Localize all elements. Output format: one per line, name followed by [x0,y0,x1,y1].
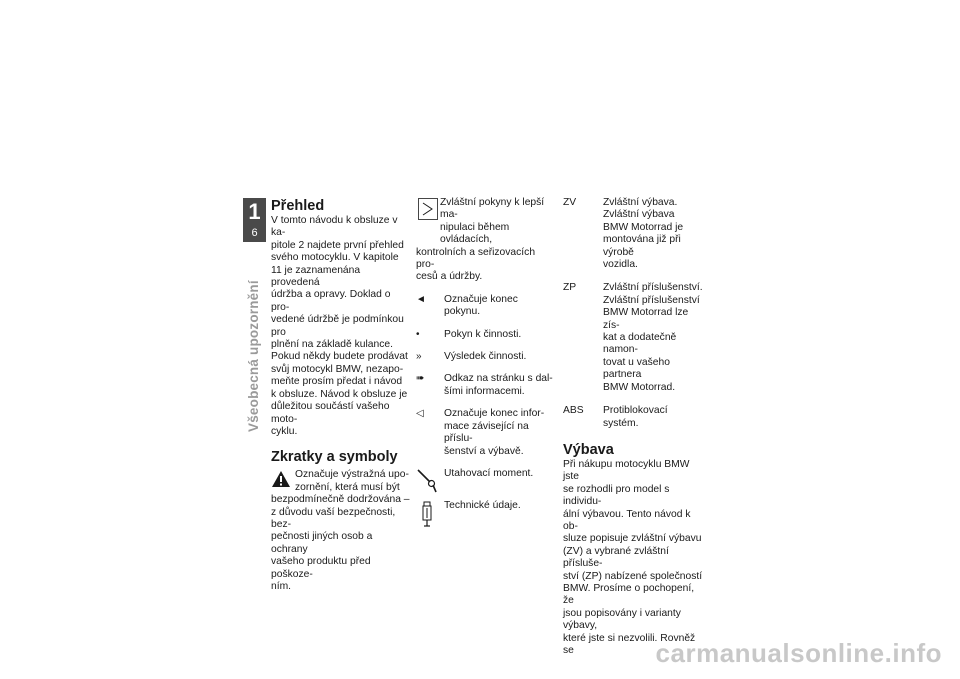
chapter-marker [243,198,266,242]
symbol-description: mace závisející na příslu- [444,420,529,445]
symbol-description: Označuje konec infor- [444,408,545,420]
chapter-number: 1 [248,199,261,224]
abbreviation-description: vozidla. [603,259,638,271]
symbol-description: Výsledek činnosti. [444,351,527,363]
text-line: cesů a údržby. [416,271,483,283]
symbol-glyph-icon: » [416,351,422,363]
text-line: ální výbavou. Tento návod k ob- [563,508,691,532]
text-line: Zvláštní pokyny k lepší ma- [440,197,545,221]
technical-data-icon [419,500,435,528]
technical-label: Technické údaje. [444,499,521,511]
text-line: svého motocyklu. V kapitole [271,252,399,264]
chapter-side-title: Všeobecná upozornění [246,280,261,432]
symbol-list-item [416,408,554,458]
abbreviation-description: Protiblokovací systém. [603,405,668,429]
symbol-list-item [416,351,554,363]
torque-wrench-icon [416,468,438,494]
text-line: V tomto návodu k obsluze v ka- [271,215,398,239]
text-line: sluze popisuje zvláštní výbavu [563,533,702,545]
symbol-list [416,294,554,458]
watermark: carmanualsonline.info [655,638,942,668]
symbol-glyph-icon: ◄ [416,293,426,305]
symbol-description: Pokyn k činnosti. [444,328,522,340]
symbol-list-item [416,373,554,398]
abbreviation-description: tovat u vašeho partnera [603,356,670,381]
text-line: pečnosti jiných osob a ochrany [271,531,373,555]
abbreviation-code: ABS [563,405,584,417]
column-abbreviations [563,197,703,657]
text-line: svůj motocykl BMW, nezapo- [271,363,404,375]
abbreviation-item [563,282,703,394]
abbreviation-description: BMW Motorrad je [603,221,684,233]
abbreviation-list [563,197,703,430]
text-line: Při nákupu motocyklu BMW jste [563,458,690,483]
column-symbols [416,197,554,532]
tips-text-cont [416,247,554,284]
torque-label: Utahovací moment. [444,467,534,479]
text-line: bezpodmínečně dodržována – [271,494,410,506]
overview-heading: Přehled [271,198,325,214]
overview-text [271,215,411,438]
warning-text-cont [271,494,411,593]
abbreviation-description: BMW Motorrad lze zís- [603,307,689,331]
warning-text [271,469,411,494]
abbreviation-description: kat a dodatečně namon- [603,332,677,356]
abbreviation-item [563,405,703,430]
abbreviation-description: Zvláštní příslušenství [603,294,700,306]
text-line: ství (ZP) nabízené společností [563,570,703,582]
symbol-list-item [416,329,554,341]
symbol-description: šími informacemi. [444,385,525,397]
text-line: důležitou součástí vašeho moto- [271,401,390,425]
abbreviation-description: BMW Motorrad. [603,381,676,393]
abbreviation-description: Zvláštní výbava. [603,197,678,208]
text-line: k obsluze. Návod k obsluze je [271,388,408,400]
warning-block [271,469,411,593]
text-line: Označuje výstražná upo- [295,469,409,481]
warning-triangle-icon [271,470,291,488]
text-line: kontrolních a seřizovacích pro- [416,246,536,271]
symbol-glyph-icon: ◁ [416,408,424,420]
technical-row [416,500,554,532]
text-line: zornění, která musí být [295,481,400,493]
tip-icon [418,198,438,220]
symbol-description: Odkaz na stránku s dal- [444,373,553,385]
abbreviation-code: ZV [563,197,577,208]
tips-block [416,197,554,284]
abbreviation-code: ZP [563,282,577,294]
text-line: Pokud někdy budete prodávat [271,351,408,363]
symbol-list-item [416,294,554,319]
text-line: ním. [271,580,292,592]
text-line: 11 je zaznamenána provedená [271,264,361,289]
text-line: jsou popisovány i varianty výbavy, [563,607,681,632]
text-line: BMW. Prosíme o pochopení, že [563,582,695,607]
text-line: nipulaci během ovládacích, [440,221,510,246]
text-line: meňte prosím předat i návod [271,376,403,388]
column-overview [271,197,411,593]
abbreviation-description: Zvláštní výbava [603,209,675,221]
abbreviation-description: Zvláštní příslušenství. [603,282,703,294]
text-line: údržba a opravy. Doklad o pro- [271,289,391,313]
symbol-glyph-icon: ➠ [416,373,425,385]
symbol-description: šenství a výbavě. [444,445,524,457]
torque-row [416,468,554,498]
text-line: vašeho produktu před poškoze- [271,556,371,580]
symbol-description: Označuje konec pokynu. [444,293,518,318]
equipment-text [563,459,703,658]
equipment-heading: Výbava [563,441,614,458]
abbreviation-item [563,197,703,271]
text-line: (ZV) a vybrané zvláštní přísluše- [563,545,669,570]
text-line: z důvodu vaší bezpečnosti, bez- [271,506,396,530]
text-line: cyklu. [271,425,298,437]
text-line: vedené údržbě je podmínkou pro [271,314,404,338]
text-line: které jste si nezvolili. Rovněž se [563,632,696,656]
text-line: plnění na základě kulance. [271,339,393,351]
symbols-heading: Zkratky a symboly [271,449,398,466]
text-line: se rozhodli pro model s individu- [563,483,670,508]
symbol-glyph-icon: • [416,328,420,340]
page-number: 6 [251,227,258,239]
abbreviation-description: montována již při výrobě [603,234,681,258]
text-line: pitole 2 najdete první přehled [271,239,404,251]
